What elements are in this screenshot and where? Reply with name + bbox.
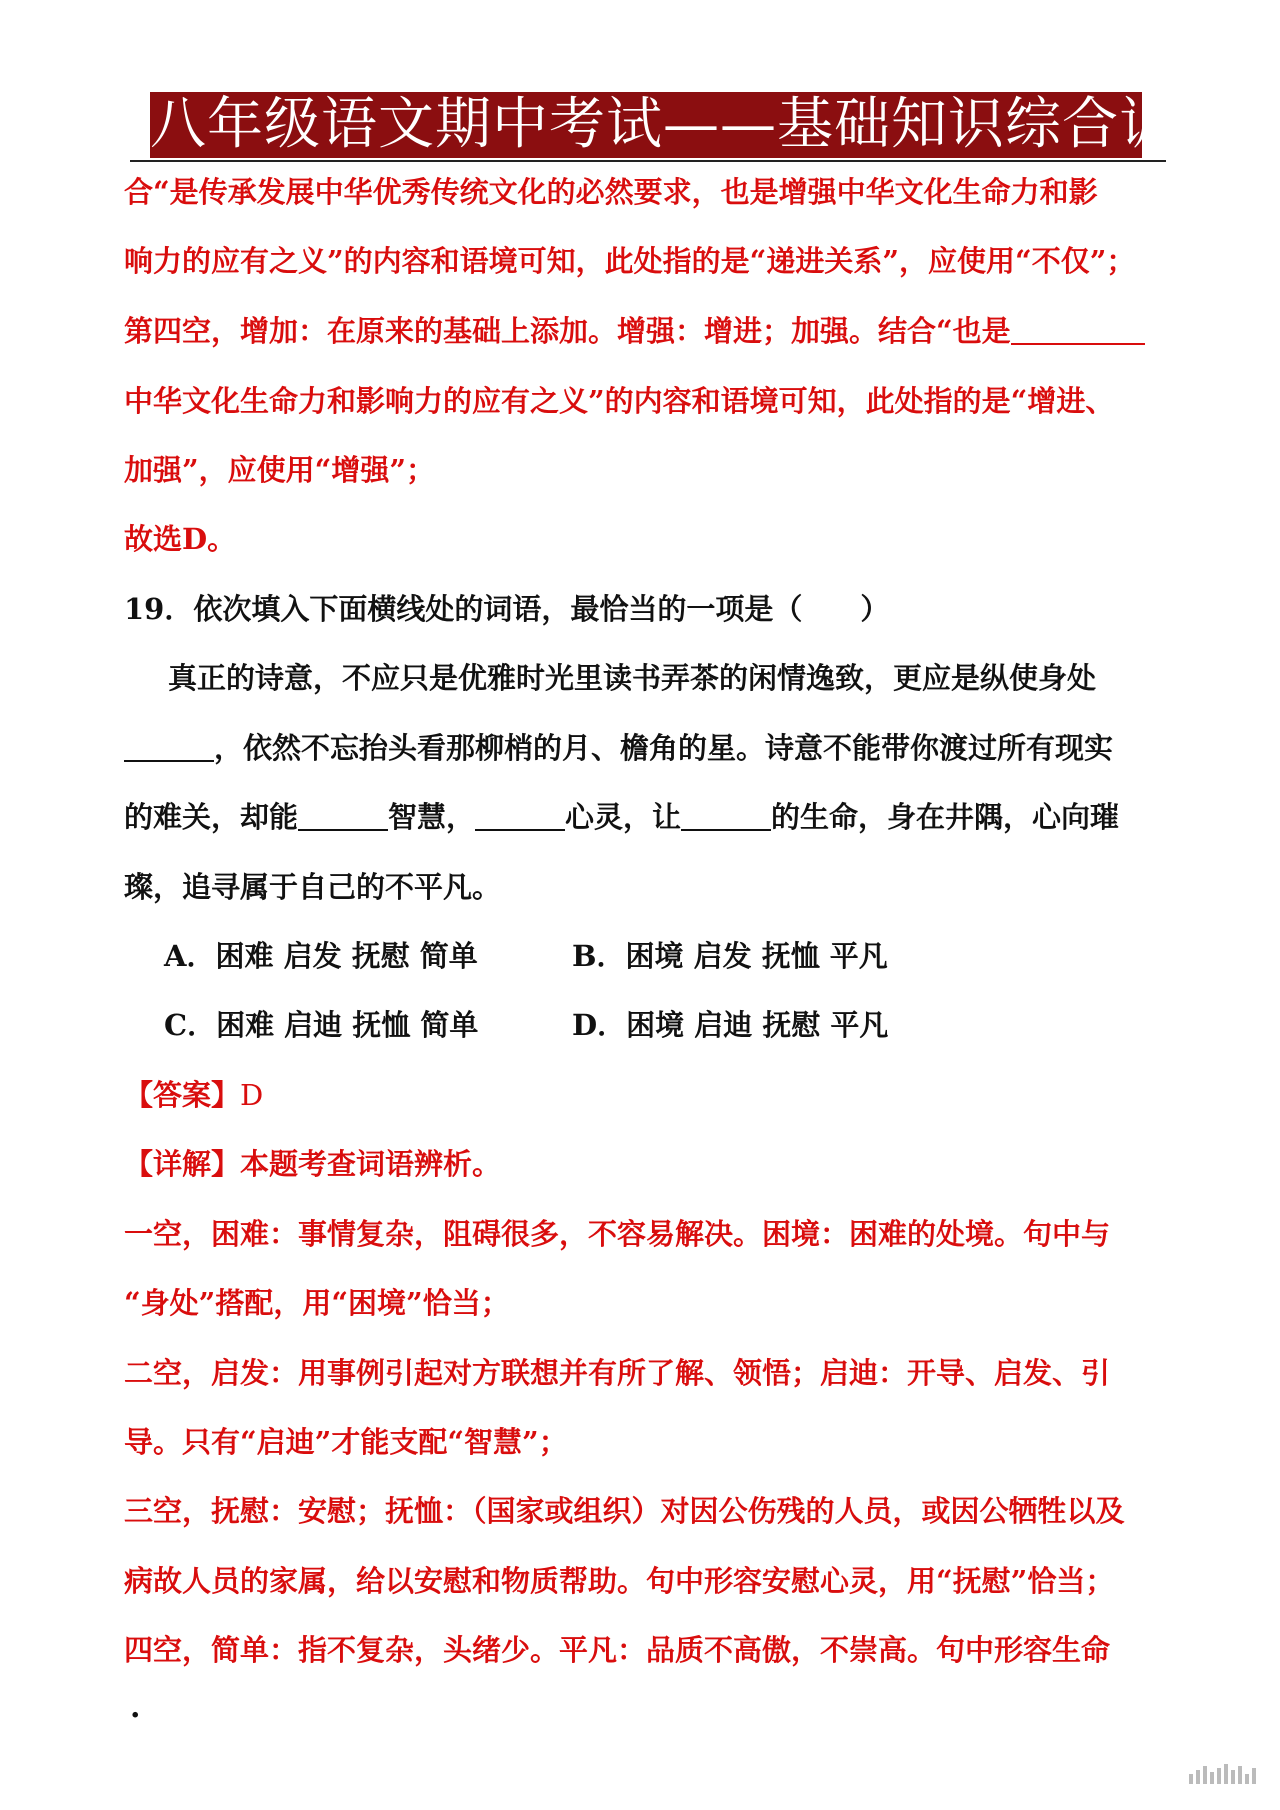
fill-blank bbox=[475, 799, 565, 831]
explanation-line-7: 四空，简单：指不复杂，头绪少。平凡：品质不高傲，不崇高。句中形容生命 bbox=[124, 1633, 1111, 1667]
question-stem: 19．依次填入下面横线处的词语，最恰当的一项是（ ） bbox=[124, 592, 890, 626]
option-b: B．困境 启发 抚恤 平凡 bbox=[572, 939, 888, 973]
answer-label: 【答案】 bbox=[124, 1078, 241, 1112]
explanation-line-1: 一空，困难：事情复杂，阻碍很多，不容易解决。困境：困难的处境。句中与 bbox=[124, 1217, 1111, 1251]
passage-3d: 的生命，身在井隅，心向璀 bbox=[771, 800, 1120, 834]
fill-blank bbox=[124, 730, 214, 762]
intro-line-2: 响力的应有之义”的内容和语境可知，此处指的是“递进关系”，应使用“不仅”； bbox=[124, 244, 1136, 278]
passage-line-2-text: ，依然不忘抬头看那柳梢的月、檐角的星。诗意不能带你渡过所有现实 bbox=[214, 731, 1114, 765]
intro-line-5: 加强”，应使用“增强”； bbox=[124, 453, 436, 487]
explanation-line-6: 病故人员的家属，给以安慰和物质帮助。句中形容安慰心灵，用“抚慰”恰当； bbox=[124, 1564, 1115, 1598]
explanation-intro: 本题考查词语辨析。 bbox=[240, 1147, 502, 1181]
title-underline bbox=[130, 160, 1166, 162]
passage-line-1: 真正的诗意，不应只是优雅时光里读书弄茶的闲情逸致，更应是纵使身处 bbox=[168, 661, 1097, 695]
intro-line-3 bbox=[124, 311, 1174, 351]
explanation-line-5: 三空，抚慰：安慰；抚恤：（国家或组织）对因公伤残的人员，或因公牺牲以及 bbox=[124, 1494, 1125, 1528]
title-banner bbox=[150, 92, 1233, 158]
watermark-icon bbox=[1189, 1764, 1256, 1784]
intro-line-1: 合“是传承发展中华优秀传统文化的必然要求，也是增强中华文化生命力和影 bbox=[124, 175, 1098, 209]
passage-line-3 bbox=[124, 797, 1174, 837]
passage-3a: 的难关，却能 bbox=[124, 800, 299, 834]
passage-3c: 心灵，让 bbox=[565, 800, 682, 834]
answer-value: D bbox=[240, 1078, 264, 1112]
intro-line-3-text: 第四空，增加：在原来的基础上添加。增强：增进；加强。结合“也是 bbox=[124, 314, 1011, 348]
explanation-label: 【详解】 bbox=[124, 1147, 241, 1181]
passage-line-2 bbox=[124, 728, 1174, 768]
fill-blank bbox=[681, 799, 771, 831]
explanation-line-4: 导。只有“启迪”才能支配“智慧”； bbox=[124, 1425, 568, 1459]
intro-line-4: 中华文化生命力和影响力的应有之义”的内容和语境可知，此处指的是“增进、 bbox=[124, 384, 1115, 418]
option-d: D．困境 启迪 抚慰 平凡 bbox=[572, 1008, 889, 1042]
passage-line-4: 璨，追寻属于自己的不平凡。 bbox=[124, 870, 502, 904]
explanation-line-2: “身处”搭配，用“困境”恰当； bbox=[124, 1286, 510, 1320]
option-a: A．困难 启发 抚慰 简单 bbox=[164, 939, 478, 973]
fill-blank bbox=[1011, 313, 1145, 345]
option-c: C．困难 启迪 抚恤 简单 bbox=[164, 1008, 479, 1042]
intro-line-6: 故选D。 bbox=[124, 522, 237, 556]
fill-blank bbox=[298, 799, 388, 831]
explanation-header bbox=[124, 1144, 1174, 1184]
explanation-line-3: 二空，启发：用事例引起对方联想并有所了解、领悟；启迪：开导、启发、引 bbox=[124, 1356, 1111, 1390]
passage-3b: 智慧， bbox=[388, 800, 476, 834]
page-title: 八年级语文期中考试——基础知识综合训练 bbox=[150, 92, 1233, 157]
trailing-dot: . bbox=[130, 1690, 141, 1725]
answer-line bbox=[124, 1075, 1174, 1115]
